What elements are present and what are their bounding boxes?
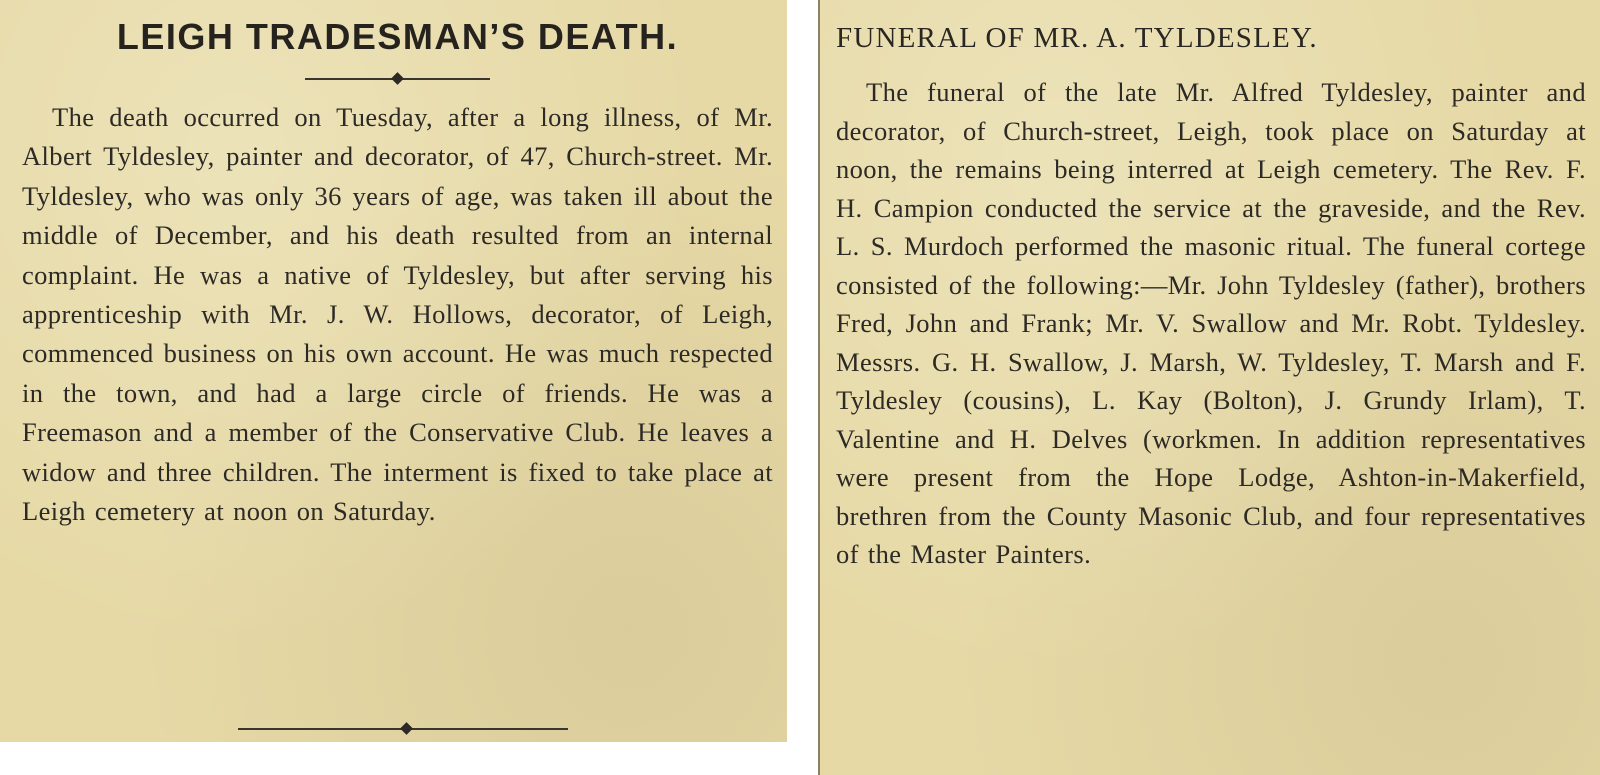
divider-diamond-ornament: [391, 72, 404, 85]
right-article-body: The funeral of the late Mr. Alfred Tyldesley, painter and decorator, of Church-street, Leigh, took place on Saturday at noon, the remains being interred at Leigh cemetery. The Rev. F. H. Campion conducted the service at the graveside, and the Rev. L. S. Murdoch performed the masonic ritual. The funeral cortege consisted of the following:—Mr. John Tyldesley (father), brothers Fred, John and Frank; Mr. V. Swallow and Mr. Robt. Tyldesley. Messrs. G. H. Swallow, J. Marsh, W. Tyldesley, T. Marsh and F. Tyldesley (cousins), L. Kay (Bolton), J. Grundy Irlam), T. Valentine and H. Delves (workmen. In addition representatives were present from the Hope Lodge, Ashton-in-Makerfield, brethren from the County Masonic Club, and four representatives of the Master Painters.: [836, 77, 1586, 569]
left-article-headline: LEIGH TRADESMAN’S DEATH.: [116, 16, 679, 57]
clipping-edge-line: [818, 0, 820, 775]
right-newspaper-clipping: [818, 0, 1600, 775]
left-newspaper-clipping: [0, 0, 787, 742]
bottom-ornamental-divider: [238, 722, 568, 736]
divider-diamond-ornament: [400, 722, 413, 735]
right-article-headline: FUNERAL OF MR. A. TYLDESLEY.: [836, 22, 1318, 54]
top-ornamental-divider: [305, 72, 490, 86]
left-article-body: The death occurred on Tuesday, after a long illness, of Mr. Albert Tyldesley, painter and decorator, of 47, Church-street. Mr. Tyldesley, who was only 36 years of age, was taken ill about the middle of December, and his death resulted from an internal complaint. He was a native of Tyldesley, but after serving his apprenticeship with Mr. J. W. Hollows, decorator, of Leigh, commenced business on his own account. He was much respected in the town, and had a large circle of friends. He was a Freemason and a member of the Conservative Club. He leaves a widow and three children. The interment is fixed to take place at Leigh cemetery at noon on Saturday.: [22, 102, 773, 527]
